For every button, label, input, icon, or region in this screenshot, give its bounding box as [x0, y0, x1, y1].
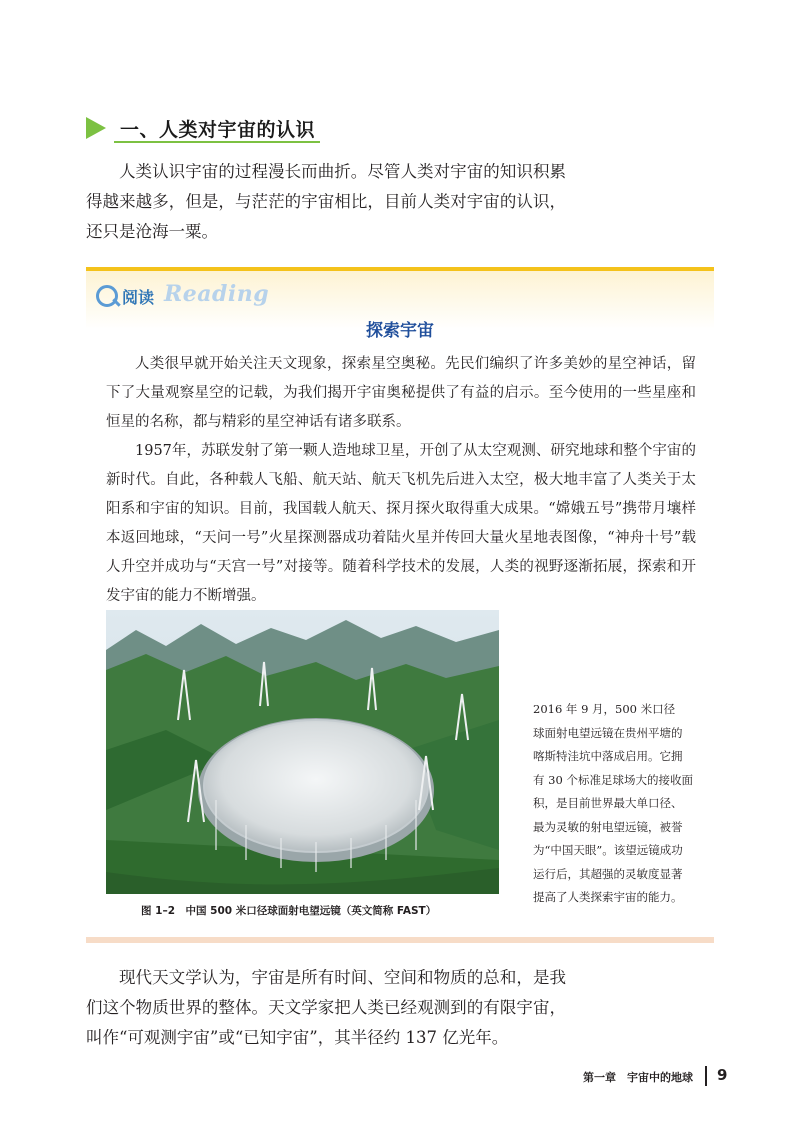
figure-caption: 图 1–2 中国 500 米口径球面射电望远镜（英文简称 FAST） [141, 905, 437, 917]
reading-paragraph-2: 1957年，苏联发射了第一颗人造地球卫星，开创了从太空观测、研究地球和整个宇宙的新时代。自此，各种载人飞船、航天站、航天飞机先后进入太空，极大地丰富了人类关于太阳系和宇宙的知识。目前，我国载人航天、探月探火取得重大成果。“嫦娥五号”携带月壤样本返回地球，“天问一号”火星探测器成功着陆火星并传回大量火星地表图像，“神舟十号”载人升空并成功与“天宫一号”对接等。随着科学技术的发展，人类的视野逐渐拓展，探索和开发宇宙的能力不断增强。 [106, 443, 696, 604]
conclusion-block [86, 963, 566, 1053]
photo-caption-line: 球面射电望远镜在贵州平塘的 [533, 725, 683, 740]
photo-caption-line: 为“中国天眼”。该望远镜成功 [533, 843, 683, 857]
reading-bottom-rule [86, 937, 714, 943]
conclusion-paragraph: 现代天文学认为，宇宙是所有时间、空间和物质的总和，是我们这个物质世界的整体。天文学家把人类已经观测到的有限宇宙，叫作“可观测宇宙”或“已知宇宙”，其半径约 137 亿光年。 [86, 968, 566, 1047]
photo-caption-line: 喀斯特洼坑中落成启用。它拥 [533, 749, 683, 763]
photo-caption-line: 2016 年 9 月，500 米口径 [533, 702, 676, 716]
page-number: 9 [717, 1066, 728, 1084]
section-title: 一、人类对宇宙的认识 [120, 119, 316, 141]
footer-divider [705, 1066, 707, 1086]
photo-caption-line: 运行后，其超强的灵敏度显著 [533, 866, 683, 881]
section-heading [86, 113, 336, 145]
photo-caption-line: 提高了人类探索宇宙的能力。 [533, 890, 683, 904]
reading-label [96, 281, 270, 313]
reading-label-en: Reading [164, 281, 270, 307]
magnifier-handle [112, 298, 120, 306]
fast-telescope-photo [106, 610, 499, 894]
intro-paragraph: 人类认识宇宙的过程漫长而曲折。尽管人类对宇宙的知识积累得越来越多，但是，与茫茫的宇宙相比，目前人类对宇宙的认识，还只是沧海一粟。 [86, 162, 566, 241]
reading-text [106, 350, 696, 611]
section-underline [114, 141, 320, 143]
reading-title: 探索宇宙 [366, 321, 434, 341]
photo-caption-line: 积，是目前世界最大单口径、 [533, 796, 683, 810]
intro-block [86, 157, 566, 247]
reading-paragraph-1: 人类很早就开始关注天文现象，探索星空奥秘。先民们编织了许多美妙的星空神话，留下了大量观察星空的记载，为我们揭开宇宙奥秘提供了有益的启示。至今使用的一些星座和恒星的名称，都与精彩的星空神话有诸多联系。 [106, 356, 696, 430]
chapter-label: 第一章 宇宙中的地球 [583, 1071, 693, 1084]
photo-caption-line: 最为灵敏的射电望远镜，被誉 [533, 819, 683, 834]
photo-caption-line: 有 30 个标准足球场大的接收面 [533, 772, 693, 787]
photo-caption [533, 698, 700, 910]
reading-box [86, 267, 714, 945]
reading-label-zh: 阅读 [122, 288, 155, 307]
play-arrow-icon [86, 117, 106, 139]
